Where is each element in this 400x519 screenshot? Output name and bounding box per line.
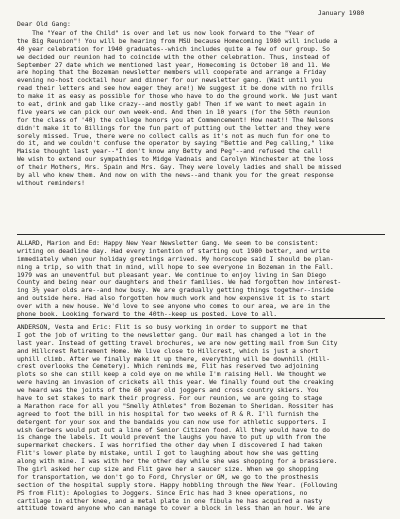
letter-date: January 1980 — [318, 9, 365, 17]
text-line: the Big Reunion"! You will be hearing from MSU because Homecoming 1980 will include a — [17, 37, 338, 45]
text-line: ning a trip, so with that in mind, will hope to see everyone in Bozeman in the Fall. — [17, 263, 334, 271]
anderson-entry — [17, 324, 389, 513]
text-line: crest overlooks the Cemetery). Which reminds me, Flit has reserved two adjoining — [17, 363, 319, 371]
text-line: We wish to extend our sympathies to Midge Vadnais and Carolyn Winchester at the loss — [17, 156, 334, 164]
text-line: and Hillcrest Retirement Home. We live close to Hillcrest, which is just a short — [17, 347, 319, 355]
section-divider — [17, 234, 385, 235]
text-line: The "Year of the Child" is over and let us now look forward to the "Year of — [17, 30, 315, 37]
text-line: are hoping that the Bozeman newsletter members will cooperate and arrange a Friday — [17, 69, 327, 77]
intro-paragraph — [17, 30, 389, 188]
text-line: read their letters and see how eager they are!) We suggest it be done with no frills — [17, 85, 334, 93]
text-line: attitude toward anyone who can manage to cover a block in less than an hour. We are — [17, 505, 330, 513]
text-line: we decided our reunion had to coincide with the other celebration. Thus, instead of — [17, 53, 330, 61]
text-line: didn't make it to Billings for the fun part of putting out the letter and they were — [17, 124, 330, 132]
text-line: last year. Instead of getting travel brochures, we are now getting mail from Sun City — [17, 339, 338, 347]
text-line: supermarket checkers. I was horrified the other day when I discovered I had taken — [17, 442, 323, 450]
section-divider — [17, 318, 385, 319]
text-line: of their Mothers, Mrs. Spain and Mrs. Gay. They were lovely ladies and shall be missed — [17, 164, 342, 172]
text-line: have to set stakes to mark their progress. For our reunion, we are going to stage — [17, 395, 323, 403]
text-line: Flit's lower plate by mistake, until I got to laughing about how she was getting — [17, 450, 319, 458]
text-line: PS from Flit): Apologies to Joggers. Since Eric has had 3 knee operations, no — [17, 489, 308, 497]
text-line: immediately when your holiday greetings arrived. My horoscope said I should be plan- — [17, 255, 334, 263]
text-line: were having an invasion of crickets all this year. We finally found out the creaking — [17, 379, 334, 387]
text-line: 1979 was an uneventful but pleasant year. We continue to enjoy living in San Diego — [17, 271, 327, 279]
text-line: wish Gerbers would put out a line of Senior Citizen food. All they would have to do — [17, 426, 330, 434]
text-line: for transportation, we don't go to Ford, Chrysler or GM, we go to the prosthesis — [17, 473, 319, 481]
text-line: we heard was the joints of the 60 year old joggers and cross country skiers. You — [17, 387, 319, 395]
text-line: cartilage in either knee, and a metal plate in one fibula he has acquired a nasty — [17, 497, 323, 505]
text-line: along with mine. I was with her the other day while she was shopping for a brassiere. — [17, 458, 338, 466]
text-line: by all who knew them. And now on with the news--and thank you for the great response — [17, 172, 334, 180]
text-line: ALLARD, Marion and Ed: Happy New Year Newsletter Gang. We seem to be consistent: — [17, 240, 319, 247]
text-line: do it, and we couldn't confuse the operator by saying "Bettie and Peg calling," like — [17, 140, 334, 148]
allard-entry — [17, 240, 389, 319]
text-line: phone book. Looking forward to the 40th--keep us posted. Love to all. — [17, 311, 278, 319]
text-line: over with a new house. We'd love to see anyone who comes to our area, we are in the — [17, 303, 330, 311]
text-line: plots so she can still keep a cold eye on me while I'm raising Hell. We thought we — [17, 371, 327, 379]
text-line: Maisie thought last year--"I don't know any Betty and Peg"--and refused the call! — [17, 148, 323, 156]
text-line: and outside here. Had also forgotten how much work and how expensive it is to start — [17, 295, 330, 303]
text-line: evening no-host cocktail hour and dinner for our newsletter gang. (Wait until you — [17, 77, 323, 85]
text-line: sorely missed. True, there were no collect calls as it's not as much fun for one to — [17, 132, 330, 140]
text-line: ANDERSON, Vesta and Eric: Flit is so busy working in order to support me that — [17, 324, 308, 331]
text-line: five years we can pick our own week-end. And then in 10 years (for the 50th reunion — [17, 108, 330, 116]
text-line: detergent for your sox and the bandaids you can now use for athletic supporters. I — [17, 418, 327, 426]
text-line: is change the labels. It would prevent the laughs you have to put up with from the — [17, 434, 327, 442]
text-line: to eat, drink and gab like crazy--and mostly gab! Then if we want to meet again in — [17, 101, 327, 109]
text-line: County and being near our daughters and their families. We had forgotten how interest- — [17, 279, 342, 287]
salutation: Dear Old Gang: — [17, 20, 71, 28]
text-line: ing 3½ year olds are--and how busy. We are gradually getting things together--inside — [17, 287, 334, 295]
text-line: a Marathon race for all you "Smelly Athletes" from Bozeman to Sheridan. Rossiter has — [17, 402, 334, 410]
text-line: writing on deadline day. Had every intention of starting out 1980 better, and write — [17, 247, 330, 255]
text-line: without reminders! — [17, 179, 85, 187]
text-line: September 27 date which we mentioned last year, Homecoming is October 10 and 11. We — [17, 61, 330, 69]
text-line: I got the job of writing to the newsletter gang. Our mail has changed a lot in the — [17, 331, 327, 339]
text-line: 40 year celebration for 1940 graduates--which includes quite a few of our group. So — [17, 45, 330, 53]
text-line: to make it as easy as possible for those who have to do the ground work. We just want — [17, 93, 338, 101]
text-line: section of the hospital supply store. Happy hobbling through the New Year. (Following — [17, 481, 338, 489]
text-line: The girl asked her cup size and Flit gave her a saucer size. When we go shopping — [17, 466, 319, 474]
text-line: for the class of '40) the college honors you at Commencement! How neat!! The Nelsons — [17, 116, 334, 124]
text-line: uphill climb. After we finally make it up there, everything will be downhill (Hill- — [17, 355, 330, 363]
text-line: agreed to foot the bill in his hospital for two weeks of R & R. I'll furnish the — [17, 410, 319, 418]
